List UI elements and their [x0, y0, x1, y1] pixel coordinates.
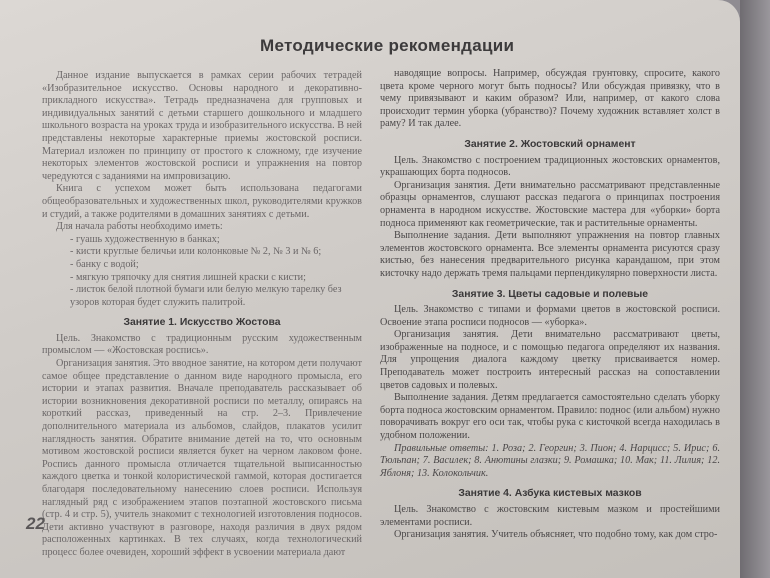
list-item: - гуашь художественную в банках; — [70, 233, 220, 245]
lesson-1-heading: Занятие 1. Искусство Жостова — [123, 317, 281, 329]
left-column — [42, 70, 362, 560]
list-item: - банку с водой; — [70, 258, 139, 270]
materials-list — [42, 234, 362, 310]
intro-paragraph-2: Книга с успехом может быть использована педагогами общеобразовательных и художественных школ, руководителями кружков и студий, а также родителями в домашних занятиях с детьми. — [42, 183, 362, 220]
background-edge — [740, 0, 770, 578]
page-number: 22 — [26, 514, 45, 533]
intro-paragraph-1: Данное издание выпускается в рамках серии рабочих тетрадей «Изобразительное искусство. Основы народного и декоративно-прикладного искусства». Тетрадь предназначена для групповых и индивидуальных занятий с детьми старшего дошкольного и младшего школьного возраста на уроках труда и изобразительного искусства. В ней представлены некоторые характерные приемы жостовской росписи. Материал изложен по принципу от простого к сложному, где изучение некоторых элементов жостовской росписи и упражнения на повтор чередуются с заданиями на импровизацию. — [42, 70, 362, 182]
lesson-3-answers: Правильные ответы: 1. Роза; 2. Георгин; 3. Пион; 4. Нарцисс; 5. Ирис; 6. Тюльпан; 7. Василек; 8. Анютины глазки; 9. Ромашка; 10. Мак; 11. Лилия; 12. Яблоня; 13. Колокольчик. — [380, 442, 720, 479]
right-column — [380, 68, 720, 542]
continuation-paragraph: наводящие вопросы. Например, обсуждая грунтовку, спросите, какого цвета кроме черного могут быть подносы? Или обсуждая привязку, что в чему привязывают и каким образом? Или, например, от какого слова происходит термин уборка (убранство)? Почему художник вставляет холст в раму? И так далее. — [380, 68, 720, 130]
list-item: - кисти круглые беличьи или колонковые № 2, № 3 и № 6; — [70, 246, 322, 258]
lesson-3-heading: Занятие 3. Цветы садовые и полевые — [451, 288, 649, 300]
lesson-2-heading: Занятие 2. Жостовский орнамент — [464, 138, 636, 150]
list-item: - листок белой плотной бумаги или белую мелкую тарелку без узоров которая будет служить палитрой. — [70, 284, 342, 308]
lesson-3-organization: Организация занятия. Дети внимательно рассматривают цветы, изображенные на подносе, и с помощью педагога определяют их названия. Для упрощения диалога каждому цветку присваивается номер. Преподаватель может построить интересный рассказ на сопоставлении цветов садовых и полевых. — [380, 329, 720, 391]
lesson-1-goal: Цель. Знакомство с традиционным русским художественным промыслом — «Жостовская роспись». — [42, 332, 362, 357]
lesson-4-goal: Цель. Знакомство с жостовским кистевым мазком и простейшими элементами росписи. — [380, 504, 720, 528]
lesson-3-goal: Цель. Знакомство с типами и формами цветов в жостовской росписи. Освоение этапа росписи подносов — «уборка». — [380, 304, 720, 328]
lesson-2-task: Выполнение задания. Дети выполняют упражнения на повтор главных элементов жостовского орнамента. Все элементы орнамента рисуются сразу кистью, без нанесения предварительного рисунка карандашом, при этом кисточку надо держать тремя пальцами перпендикулярно поверхности листа. — [380, 230, 720, 279]
page-title: Методические рекомендации — [260, 36, 515, 55]
lesson-2-organization: Организация занятия. Дети внимательно рассматривают представленные образцы орнаментов, слушают рассказ педагога о принципах построения орнамента в народном искусстве. Жостовские мастера для «уборки» борта подноса применяют как геометрические, так и растительные орнаменты. — [380, 179, 720, 229]
lesson-4-organization: Организация занятия. Учитель объясняет, что подобно тому, как дом стро- — [394, 529, 718, 541]
lesson-2-goal: Цель. Знакомство с построением традиционных жостовских орнаментов, украшающих борта подносов. — [380, 154, 720, 179]
list-item: - мягкую тряпочку для снятия лишней краски с кисти; — [70, 271, 306, 283]
lesson-4-heading: Занятие 4. Азбука кистевых мазков — [458, 488, 642, 500]
materials-intro: Для начала работы необходимо иметь: — [56, 221, 223, 233]
lesson-1-organization: Организация занятия. Это вводное занятие, на котором дети получают самое общее представление о данном виде народного промысла, его истории и этапах развития. Вначале преподаватель рассказывает об истории возникновения декоративной росписи по металлу, опираясь на короткий рассказ, приведенный на стр. 2–3. Привлечение дополнительного материала из альбомов, слайдов, плакатов усилит наглядность занятия. Обратите внимание детей на то, что основным мотивом жостовской росписи является букет на черном лаковом фоне. Роспись данного промысла отличается тщательной выписанностью каждого цветка и тонкой колористической гаммой, которая достигается благодаря последовательному нанесению слоев росписи. Используя наглядный ряд с изображением этапов поэтапной жостовского письма (стр. 4 и стр. 5), учитель знакомит с технологией изготовления подносов. Дети активно участвуют в разговоре, находя различия в двух рядом расположенных картинках. В тех случаях, когда технологический процесс более очевиден, хороший эффект в усвоении материала дают — [42, 358, 362, 558]
lesson-3-task: Выполнение задания. Детям предлагается самостоятельно сделать уборку борта подноса жостовским орнаментом. Правило: поднос (или альбом) нужно поворачивать вокруг его оси так, чтобы рука с кисточкой всегда находилась в удобном положении. — [380, 392, 720, 442]
